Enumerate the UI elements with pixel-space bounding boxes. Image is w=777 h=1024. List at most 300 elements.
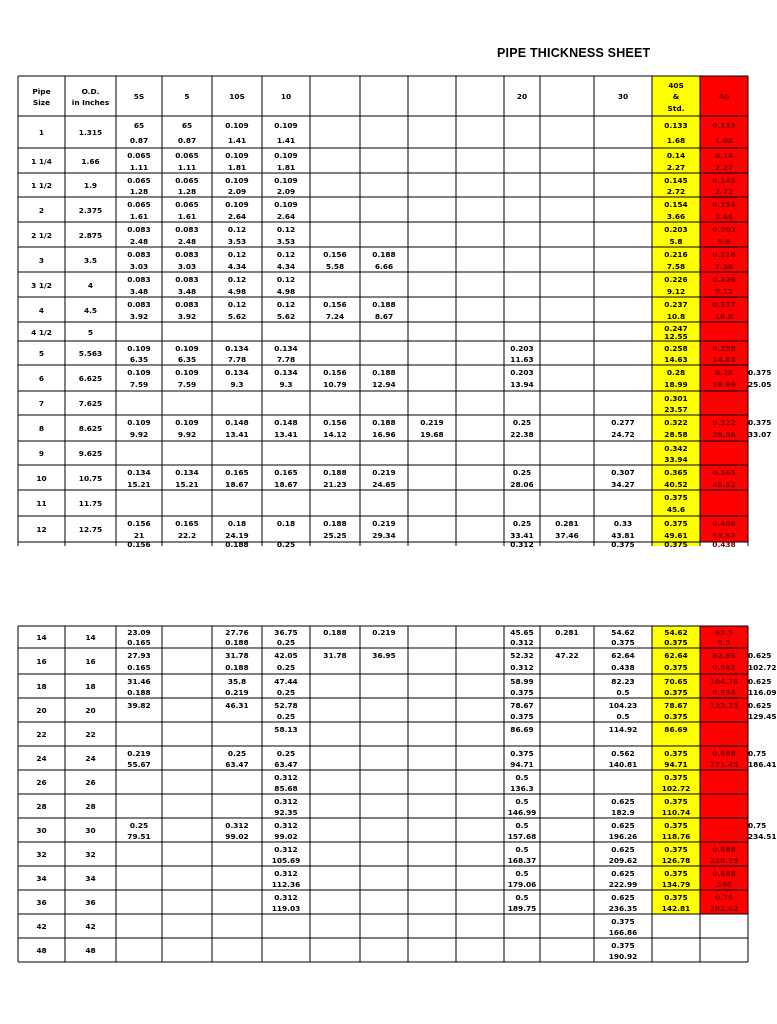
cell-line: 30	[36, 826, 47, 836]
lower-value-cell	[116, 820, 162, 832]
cell-line: 0.165	[274, 468, 298, 477]
upper-value-cell	[652, 311, 700, 323]
cell-line: 5.8	[717, 236, 731, 246]
cell-line: 2.64	[227, 211, 247, 221]
upper-value-cell	[116, 150, 162, 162]
cell-line: 5.58	[325, 261, 345, 271]
cell-line: 27.93	[127, 651, 151, 661]
header-cell	[262, 91, 310, 103]
header-cell	[212, 91, 262, 103]
cell-line: 4	[38, 305, 45, 315]
cell-line: 0.109	[225, 151, 249, 160]
cell-line: 18.99	[712, 380, 736, 390]
cell-line: 1 1/2	[31, 181, 52, 191]
upper-value-cell	[162, 354, 212, 366]
cell-line: 0.109	[274, 120, 298, 130]
lower-value-cell	[652, 637, 700, 649]
cell-line: 0.375	[664, 663, 688, 673]
upper-size-cell	[18, 156, 65, 168]
cell-line: 0.5	[515, 844, 529, 854]
upper-size-cell	[18, 255, 65, 267]
lower-value-cell	[652, 748, 700, 760]
cell-line: 34.27	[611, 479, 635, 489]
upper-value-cell	[700, 379, 748, 391]
lower-value-cell	[652, 687, 700, 699]
upper-value-cell	[652, 286, 700, 298]
upper-size-cell	[65, 255, 116, 267]
upper-value-cell	[162, 379, 212, 391]
cell-line: 31.78	[225, 651, 249, 661]
cell-line: 0.134	[127, 468, 151, 477]
upper-value-cell	[652, 274, 700, 286]
cell-line: 4.34	[276, 261, 296, 271]
cell-line: 7.59	[129, 380, 149, 390]
cell-line: 1.9	[83, 181, 98, 191]
upper-value-cell	[116, 236, 162, 248]
cell-line: 6.35	[177, 354, 197, 364]
cell-line: 8	[38, 424, 45, 434]
lower-value-cell	[594, 831, 652, 843]
upper-value-cell	[652, 429, 700, 441]
upper-value-cell	[310, 379, 360, 391]
cell-line: 21	[133, 531, 145, 541]
cell-line: 7.24	[325, 311, 345, 321]
cell-line: 52.78	[274, 700, 298, 710]
cell-line: 39.82	[127, 700, 151, 710]
cell-line: 0.188	[127, 687, 151, 697]
cell-line: 0.375	[510, 748, 534, 758]
cell-line: 119.03	[271, 903, 301, 913]
upper-value-cell	[162, 175, 212, 187]
cell-line: 0.25	[512, 519, 532, 529]
lower-value-cell	[594, 724, 652, 736]
cell-line: 65	[181, 120, 193, 130]
upper-value-cell	[262, 343, 310, 355]
upper-value-cell	[360, 261, 408, 273]
lower-value-cell	[262, 687, 310, 699]
cell-line: 2.72	[666, 186, 686, 196]
upper-size-cell	[65, 448, 116, 460]
cell-line: 48	[36, 946, 47, 956]
cell-line: 123.23	[709, 700, 739, 710]
upper-value-cell	[262, 467, 310, 479]
upper-value-cell	[652, 224, 700, 236]
cell-line: 3.66	[666, 211, 686, 221]
cell-line: 0.109	[175, 418, 199, 428]
upper-value-cell	[116, 379, 162, 391]
cell-line: 0.188	[225, 540, 249, 550]
cell-line: 0.083	[127, 225, 151, 234]
upper-size-cell	[18, 305, 65, 317]
cell-line: 0.25	[227, 748, 247, 758]
upper-value-cell	[360, 530, 408, 542]
cell-line: 1.28	[129, 186, 149, 196]
cell-line: 99.02	[274, 831, 298, 841]
lower-value-cell	[504, 637, 540, 649]
upper-value-cell	[700, 135, 748, 147]
cell-line: 0.375	[611, 540, 635, 550]
cell-line: 2.48	[129, 236, 149, 246]
cell-line: 0.375	[664, 820, 688, 830]
cell-line: 0.156	[127, 519, 151, 529]
cell-line: 21.23	[323, 479, 347, 489]
cell-line: 23.57	[664, 404, 688, 414]
lower-value-cell	[116, 831, 162, 843]
lower-value-cell	[504, 807, 540, 819]
cell-line: 2	[38, 205, 45, 215]
cell-line: 99.02	[225, 831, 249, 841]
cell-line: 0.188	[372, 250, 396, 259]
cell-line: 43.81	[611, 531, 635, 541]
lower-size-cell	[18, 729, 65, 741]
cell-line: 3	[38, 255, 45, 265]
cell-line: 7.625	[78, 399, 103, 409]
cell-line: 1.315	[78, 128, 103, 138]
cell-line: 16.96	[372, 430, 396, 440]
cell-line: 13.41	[225, 430, 249, 440]
cell-line: 0.203	[712, 225, 736, 234]
cell-line: 78.67	[664, 700, 688, 710]
cell-line: 46.31	[225, 700, 249, 710]
cell-line: 19.68	[420, 430, 444, 440]
cell-line: 0.5	[717, 638, 731, 648]
cell-line: 6	[38, 374, 45, 384]
upper-size-cell	[65, 423, 116, 435]
cell-line: 0.25	[276, 540, 296, 550]
cell-line: 0.625	[611, 844, 635, 854]
upper-size-cell	[18, 398, 65, 410]
lower-value-cell	[594, 940, 652, 952]
upper-value-cell	[652, 504, 700, 516]
cell-line: 0.109	[274, 200, 298, 209]
cell-line: 118.76	[661, 831, 691, 841]
cell-line: 12.55	[664, 332, 688, 341]
lower-value-cell	[594, 796, 652, 808]
lower-value-cell	[360, 650, 408, 662]
upper-value-cell	[116, 249, 162, 261]
cell-line: 42	[36, 922, 47, 932]
cell-line: 126.78	[661, 855, 691, 865]
lower-size-cell	[65, 777, 116, 789]
upper-value-cell	[116, 354, 162, 366]
cell-line: 1.68	[714, 135, 734, 145]
upper-value-cell	[212, 211, 262, 223]
lower-value-cell	[700, 844, 748, 856]
upper-value-cell	[162, 211, 212, 223]
upper-value-cell	[262, 175, 310, 187]
cell-line: 190.92	[608, 951, 638, 961]
upper-value-cell	[262, 299, 310, 311]
cell-line: 25.25	[323, 531, 347, 541]
upper-value-cell	[116, 199, 162, 211]
upper-value-cell	[594, 467, 652, 479]
cell-line: 42	[85, 922, 96, 932]
upper-value-cell	[212, 120, 262, 132]
cell-line: 22.2	[177, 531, 197, 541]
upper-value-cell	[652, 379, 700, 391]
cell-line: 0.375	[664, 519, 688, 529]
cell-line: 0.312	[510, 638, 534, 648]
cell-line: 1 1/4	[31, 156, 52, 166]
cell-line: 10S	[229, 92, 245, 102]
upper-value-cell	[360, 367, 408, 379]
cell-line: 4	[87, 280, 94, 290]
lower-value-cell	[504, 879, 540, 891]
upper-value-cell	[212, 249, 262, 261]
lower-value-cell	[262, 637, 310, 649]
upper-value-cell	[652, 331, 700, 343]
cell-line: 24	[85, 754, 96, 764]
cell-line: 0.25	[129, 820, 149, 830]
cell-line: 20	[516, 92, 528, 102]
cell-line: 42.05	[274, 651, 298, 661]
cell-line: 236.35	[608, 903, 638, 913]
cell-line: 28.58	[664, 430, 688, 440]
cell-line: 0.312	[274, 892, 298, 902]
cell-line: 0.312	[510, 663, 534, 673]
cell-line: Pipe	[32, 86, 51, 96]
lower-value-cell	[116, 700, 162, 712]
upper-value-cell	[212, 224, 262, 236]
cell-line: 0.188	[323, 519, 347, 529]
upper-value-cell	[162, 299, 212, 311]
upper-value-cell	[594, 518, 652, 530]
lower-value-cell	[262, 711, 310, 723]
upper-size-cell	[65, 205, 116, 217]
cell-line: 2.875	[78, 230, 103, 240]
cell-line: 31.78	[323, 651, 347, 661]
lower-value-cell	[594, 711, 652, 723]
cell-line: 0.438	[611, 663, 635, 673]
cell-line: 0.365	[664, 468, 688, 477]
cell-line: 30	[85, 826, 96, 836]
lower-value-cell	[652, 783, 700, 795]
upper-overflow-cell	[212, 539, 262, 551]
cell-line: 70.65	[664, 676, 688, 686]
upper-value-cell	[652, 367, 700, 379]
cell-line: 6.66	[374, 261, 394, 271]
cell-line: 0.5	[515, 820, 529, 830]
cell-line: 28	[85, 802, 96, 812]
cell-line: 0.375	[510, 711, 534, 721]
upper-value-cell	[212, 479, 262, 491]
lower-value-cell	[652, 892, 700, 904]
cell-line: 0.12	[227, 300, 247, 309]
cell-line: 0.322	[712, 418, 736, 428]
cell-line: 0.5	[515, 796, 529, 806]
cell-line: 0.188	[372, 368, 396, 378]
upper-value-cell	[116, 162, 162, 174]
upper-value-cell	[652, 261, 700, 273]
upper-value-cell	[652, 417, 700, 429]
upper-value-cell	[360, 467, 408, 479]
cell-line: 33.94	[664, 454, 688, 464]
upper-overflow-cell	[652, 539, 700, 551]
lower-value-cell	[504, 903, 540, 915]
cell-line: 102.72	[661, 783, 691, 793]
cell-line: 47.22	[555, 651, 579, 661]
upper-value-cell	[652, 518, 700, 530]
cell-line: 26	[36, 778, 47, 788]
upper-value-cell	[262, 135, 310, 147]
upper-overflow-cell	[116, 539, 162, 551]
cell-line: 58.99	[510, 676, 534, 686]
lower-value-cell	[700, 687, 748, 699]
upper-value-cell	[116, 274, 162, 286]
upper-value-cell	[594, 417, 652, 429]
lower-value-cell	[262, 676, 310, 688]
cell-line: 0.28	[714, 368, 734, 378]
cell-line: 7.58	[714, 261, 734, 271]
upper-value-cell	[162, 249, 212, 261]
upper-value-cell	[162, 135, 212, 147]
lower-value-cell	[652, 796, 700, 808]
cell-line: 54.62	[664, 628, 688, 638]
cell-line: 86.69	[510, 724, 534, 734]
lower-size-cell	[18, 705, 65, 717]
cell-line: 189.75	[507, 903, 537, 913]
cell-line: 16	[36, 657, 47, 667]
cell-line: 0.156	[323, 250, 347, 259]
lower-value-cell	[700, 700, 748, 712]
lower-value-cell	[504, 676, 540, 688]
cell-line: 0.065	[127, 200, 151, 209]
cell-line: 0.188	[372, 300, 396, 309]
cell-line: 104.23	[608, 700, 638, 710]
cell-line: 0.156	[323, 418, 347, 428]
lower-size-cell	[65, 873, 116, 885]
lower-value-cell	[594, 807, 652, 819]
lower-value-cell	[262, 796, 310, 808]
cell-line: 0.277	[611, 418, 635, 428]
cell-line: 0.688	[712, 748, 736, 758]
upper-value-cell	[212, 417, 262, 429]
cell-line: 31.46	[127, 676, 151, 686]
cell-line: 6.35	[129, 354, 149, 364]
cell-line: 0.594	[712, 687, 736, 697]
upper-size-cell	[18, 205, 65, 217]
cell-line: in Inches	[71, 98, 110, 107]
cell-line: 9.3	[279, 380, 293, 390]
upper-value-cell	[212, 343, 262, 355]
header-cell	[18, 86, 65, 109]
cell-line: 0.109	[127, 343, 151, 353]
cell-line: 0.312	[274, 820, 298, 830]
cell-line: 0.109	[225, 200, 249, 209]
cell-line: 3.03	[129, 261, 149, 271]
upper-value-cell	[262, 367, 310, 379]
upper-value-cell	[310, 479, 360, 491]
cell-line: 0.12	[276, 225, 296, 234]
upper-size-cell	[18, 448, 65, 460]
cell-line: 0.188	[225, 638, 249, 648]
upper-value-cell	[540, 518, 594, 530]
lower-value-cell	[504, 772, 540, 784]
cell-line: 0.134	[225, 368, 249, 378]
lower-value-cell	[594, 879, 652, 891]
upper-value-cell	[262, 311, 310, 323]
cell-line: Std.	[667, 103, 685, 113]
upper-value-cell	[700, 343, 748, 355]
upper-value-cell	[116, 367, 162, 379]
cell-line: 0.438	[712, 540, 736, 550]
cell-line: 0.188	[323, 468, 347, 477]
cell-line: 5.563	[78, 349, 103, 359]
cell-line: 112.36	[271, 879, 301, 889]
upper-value-cell	[652, 299, 700, 311]
lower-value-cell	[652, 711, 700, 723]
cell-line: 0.165	[127, 638, 151, 648]
cell-line: 140.81	[608, 759, 638, 769]
upper-value-cell	[360, 479, 408, 491]
cell-line: 0.375	[664, 493, 688, 503]
cell-line: 18	[36, 682, 47, 692]
lower-value-cell	[504, 687, 540, 699]
cell-line: 0.219	[372, 628, 396, 638]
cell-line: 5	[184, 92, 190, 102]
upper-value-cell	[652, 236, 700, 248]
cell-line: 0.25	[276, 663, 296, 673]
cell-line: 0.375	[664, 772, 688, 782]
upper-value-cell	[262, 417, 310, 429]
cell-line: 0.12	[276, 250, 296, 259]
cell-line: 1.81	[227, 162, 247, 172]
cell-line: 4.98	[276, 286, 296, 296]
cell-line: Size	[32, 98, 51, 107]
cell-line: 136.3	[510, 783, 534, 793]
cell-line: 12.94	[372, 380, 396, 390]
cell-line: 22.38	[510, 430, 534, 440]
cell-line: 3 1/2	[31, 280, 52, 290]
lower-size-cell	[18, 777, 65, 789]
cell-line: 48	[85, 946, 96, 956]
upper-size-cell	[18, 127, 65, 139]
lower-size-cell	[65, 656, 116, 668]
cell-line: 0.25	[512, 468, 532, 477]
lower-value-cell	[262, 807, 310, 819]
upper-value-cell	[116, 186, 162, 198]
upper-value-cell	[652, 467, 700, 479]
cell-line: 22	[36, 730, 47, 740]
cell-line: 0.083	[175, 250, 199, 259]
lower-value-cell	[594, 951, 652, 963]
cell-line: 0.065	[127, 175, 151, 185]
cell-line: 86.69	[664, 724, 688, 734]
cell-line: 40	[718, 92, 730, 102]
header-cell	[652, 80, 700, 115]
upper-value-cell	[594, 479, 652, 491]
lower-size-cell	[65, 945, 116, 957]
upper-value-cell	[212, 274, 262, 286]
cell-line: 5	[87, 327, 94, 337]
upper-value-cell	[116, 286, 162, 298]
lower-value-cell	[212, 820, 262, 832]
upper-value-cell	[116, 417, 162, 429]
cell-line: 0.281	[555, 519, 579, 529]
lower-value-cell	[700, 855, 748, 867]
cell-line: 0.25	[276, 687, 296, 697]
upper-value-cell	[504, 417, 540, 429]
cell-line: 2.27	[666, 162, 686, 172]
cell-line: 0.365	[712, 468, 736, 477]
upper-value-cell	[212, 261, 262, 273]
upper-value-cell	[652, 162, 700, 174]
cell-line: 2.09	[276, 186, 296, 196]
upper-value-cell	[212, 467, 262, 479]
upper-value-cell	[310, 467, 360, 479]
lower-value-cell	[652, 772, 700, 784]
upper-value-cell	[700, 518, 748, 530]
